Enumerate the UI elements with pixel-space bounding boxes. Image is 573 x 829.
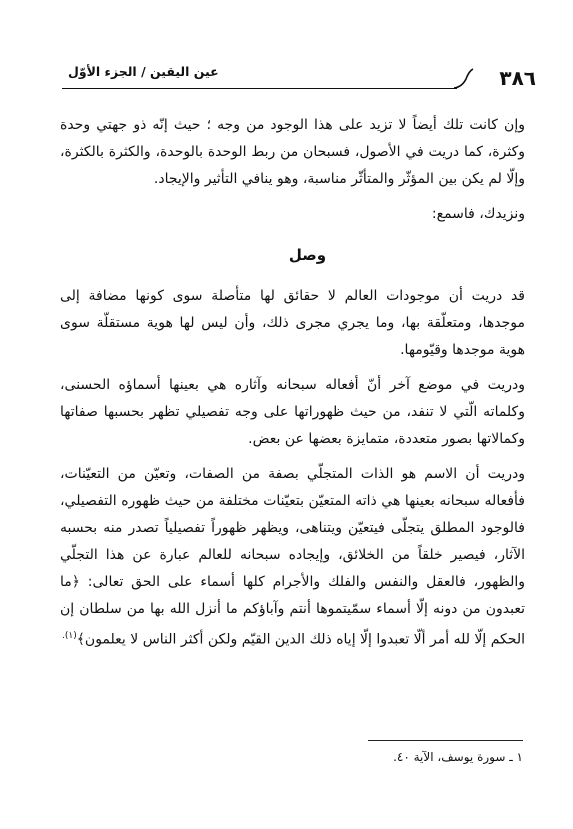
header-rule bbox=[62, 88, 457, 89]
paragraph: ودريت في موضع آخر أنّ أفعاله سبحانه وآثاره هي بعينها أسماؤه الحسنى، وكلماته الّتي لا تنفد، من حيث ظهوراتها على وجه تفصيلي تظهر بحسبها صفاتها وكمالاتها بصور متعددة، متمايزة بعضها عن بعض. bbox=[60, 377, 525, 447]
footnote: ١ ـ سورة يوسف، الآية ٤٠. bbox=[393, 750, 523, 764]
footnote-reference: (١). bbox=[61, 631, 77, 641]
page-number: ٣٨٦ bbox=[499, 66, 536, 90]
paragraph: قد دريت أن موجودات العالم لا حقائق لها متأصلة سوى كونها مضافة إلى موجدها، ومتعلّقة بها، وما يجري مجرى ذلك، وأن ليس لها هوية مستقلّة سوى هوية موجدها وقيّومها. bbox=[60, 288, 525, 358]
page-body bbox=[60, 112, 525, 654]
paragraph: ونزيدك، فاسمع: bbox=[431, 206, 525, 222]
footnote-separator bbox=[368, 740, 523, 741]
book-title: عين اليقين / الجزء الأوّل bbox=[68, 64, 219, 79]
paragraph: وإن كانت تلك أيضاً لا تزيد على هذا الوجود من وجه ؛ حيث إنّه ذو جهتي وحدة وكثرة، كما دريت في الأصول، فسبحان من ربط الوحدة بالوحدة، والكثرة بالكثرة، وإلّا لم يكن بين المؤثّر والمتأثّر مناسبة، وهو ينافي التأثير والإيجاد. bbox=[60, 117, 525, 187]
paragraph-text: ودريت أن الاسم هو الذات المتجلّي بصفة من الصفات، وتعيّن من التعيّنات، فأفعاله سبحانه بعينها هي ذاته المتعيّن بتعيّنات مختلفة من حيث ظهوره التفصيلي، فالوجود المطلق يتجلّى فيتعيّن ويتناهى، ويظهر ظهوراً تفصيلياً تصدر منه بحسبه الآثار، فيصير خلقاً من الخلائق، وإيجاده سبحانه للعالم عبارة عن هذا التجلّي والظهور، فالعقل والنفس والفلك والأجرام كلها أسماء على الحق تعالى: ﴿ما تعبدون من دونه إلّا أسماء سمّيتموها أنتم وآباؤكم ما أنزل الله بها من سلطان إن الحكم إلّا لله أمر ألّا تعبدوا إلّا إياه ذلك الدين القيّم ولكن أكثر الناس لا يعلمون﴾ bbox=[60, 466, 525, 648]
section-heading: وصل bbox=[288, 246, 327, 264]
paragraph bbox=[60, 461, 525, 654]
